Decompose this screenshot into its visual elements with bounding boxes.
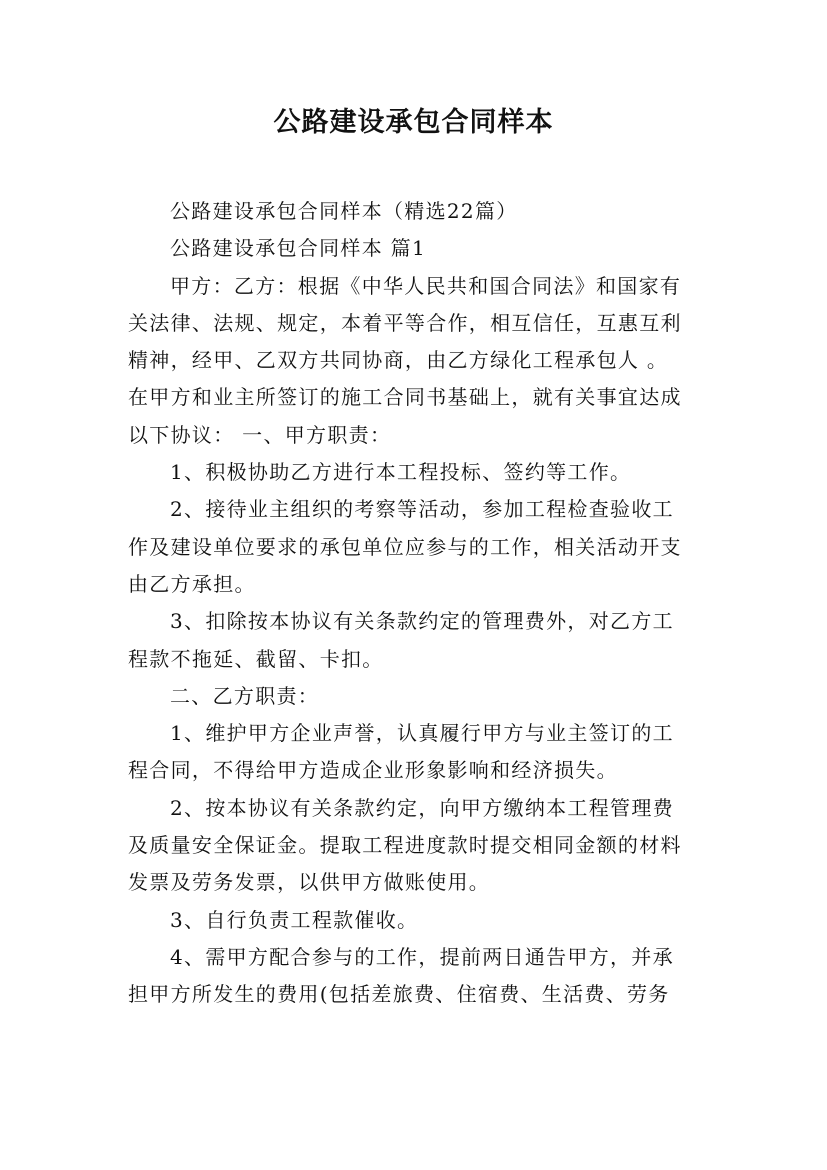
text-line: 由乙方承担。: [128, 571, 256, 596]
text-line: 1、积极协助乙方进行本工程投标、签约等工作。: [170, 460, 632, 485]
paragraph-party-b-duty-2: [128, 790, 702, 902]
text-line: 在甲方和业主所签订的施工合同书基础上，就有关事宜达成: [128, 385, 682, 410]
text-line: 作及建设单位要求的承包单位应参与的工作，相关活动开支: [128, 534, 682, 559]
paragraph-party-a-duty-3: [128, 603, 702, 678]
text-line: 及质量安全保证金。提取工程进度款时提交相同金额的材料: [128, 833, 682, 858]
text-line: 程款不拖延、截留、卡扣。: [128, 646, 384, 671]
document-title: 公路建设承包合同样本: [273, 107, 554, 138]
paragraph-party-b-duty-1: [128, 715, 702, 790]
document-body: [128, 193, 702, 1014]
text-line: 1、维护甲方企业声誉，认真履行甲方与业主签订的工: [170, 721, 674, 746]
text-line: 以下协议： 一、甲方职责：: [128, 422, 392, 447]
text-line: 甲方：乙方：根据《中华人民共和国合同法》和国家有: [170, 273, 682, 298]
text-line: 担甲方所发生的费用(包括差旅费、住宿费、生活费、劳务: [128, 982, 670, 1007]
text-line: 精神，经甲、乙双方共同协商，由乙方绿化工程承包人 。: [128, 348, 669, 373]
text-line: 3、自行负责工程款催收。: [170, 907, 419, 932]
text-line: 2、接待业主组织的考察等活动，参加工程检查验收工: [170, 497, 674, 522]
paragraph-party-b-duty-4: [128, 939, 702, 1014]
paragraph-preamble: [128, 268, 702, 454]
paragraph-party-b-duty-3: [128, 902, 702, 939]
paragraph-party-b-heading: [128, 678, 702, 715]
text-line: 2、按本协议有关条款约定，向甲方缴纳本工程管理费: [170, 795, 674, 820]
text-line: 发票及劳务发票，以供甲方做账使用。: [128, 870, 491, 895]
text-line: 二、乙方职责：: [170, 683, 320, 708]
paragraph-party-a-duty-2: [128, 491, 702, 603]
paragraph-subtitle: [128, 193, 702, 230]
text-line: 公路建设承包合同样本 篇1: [170, 236, 426, 261]
text-line: 3、扣除按本协议有关条款约定的管理费外，对乙方工: [170, 609, 674, 634]
paragraph-section-heading: [128, 230, 702, 267]
text-line: 关法律、法规、规定，本着平等合作，相互信任，互惠互利: [128, 310, 682, 335]
text-line: 4、需甲方配合参与的工作，提前两日通告甲方，并承: [170, 944, 674, 969]
text-line: 程合同，不得给甲方造成企业形象影响和经济损失。: [128, 758, 618, 783]
paragraph-party-a-duty-1: [128, 454, 702, 491]
text-line: 公路建设承包合同样本（精选22篇）: [170, 199, 518, 223]
